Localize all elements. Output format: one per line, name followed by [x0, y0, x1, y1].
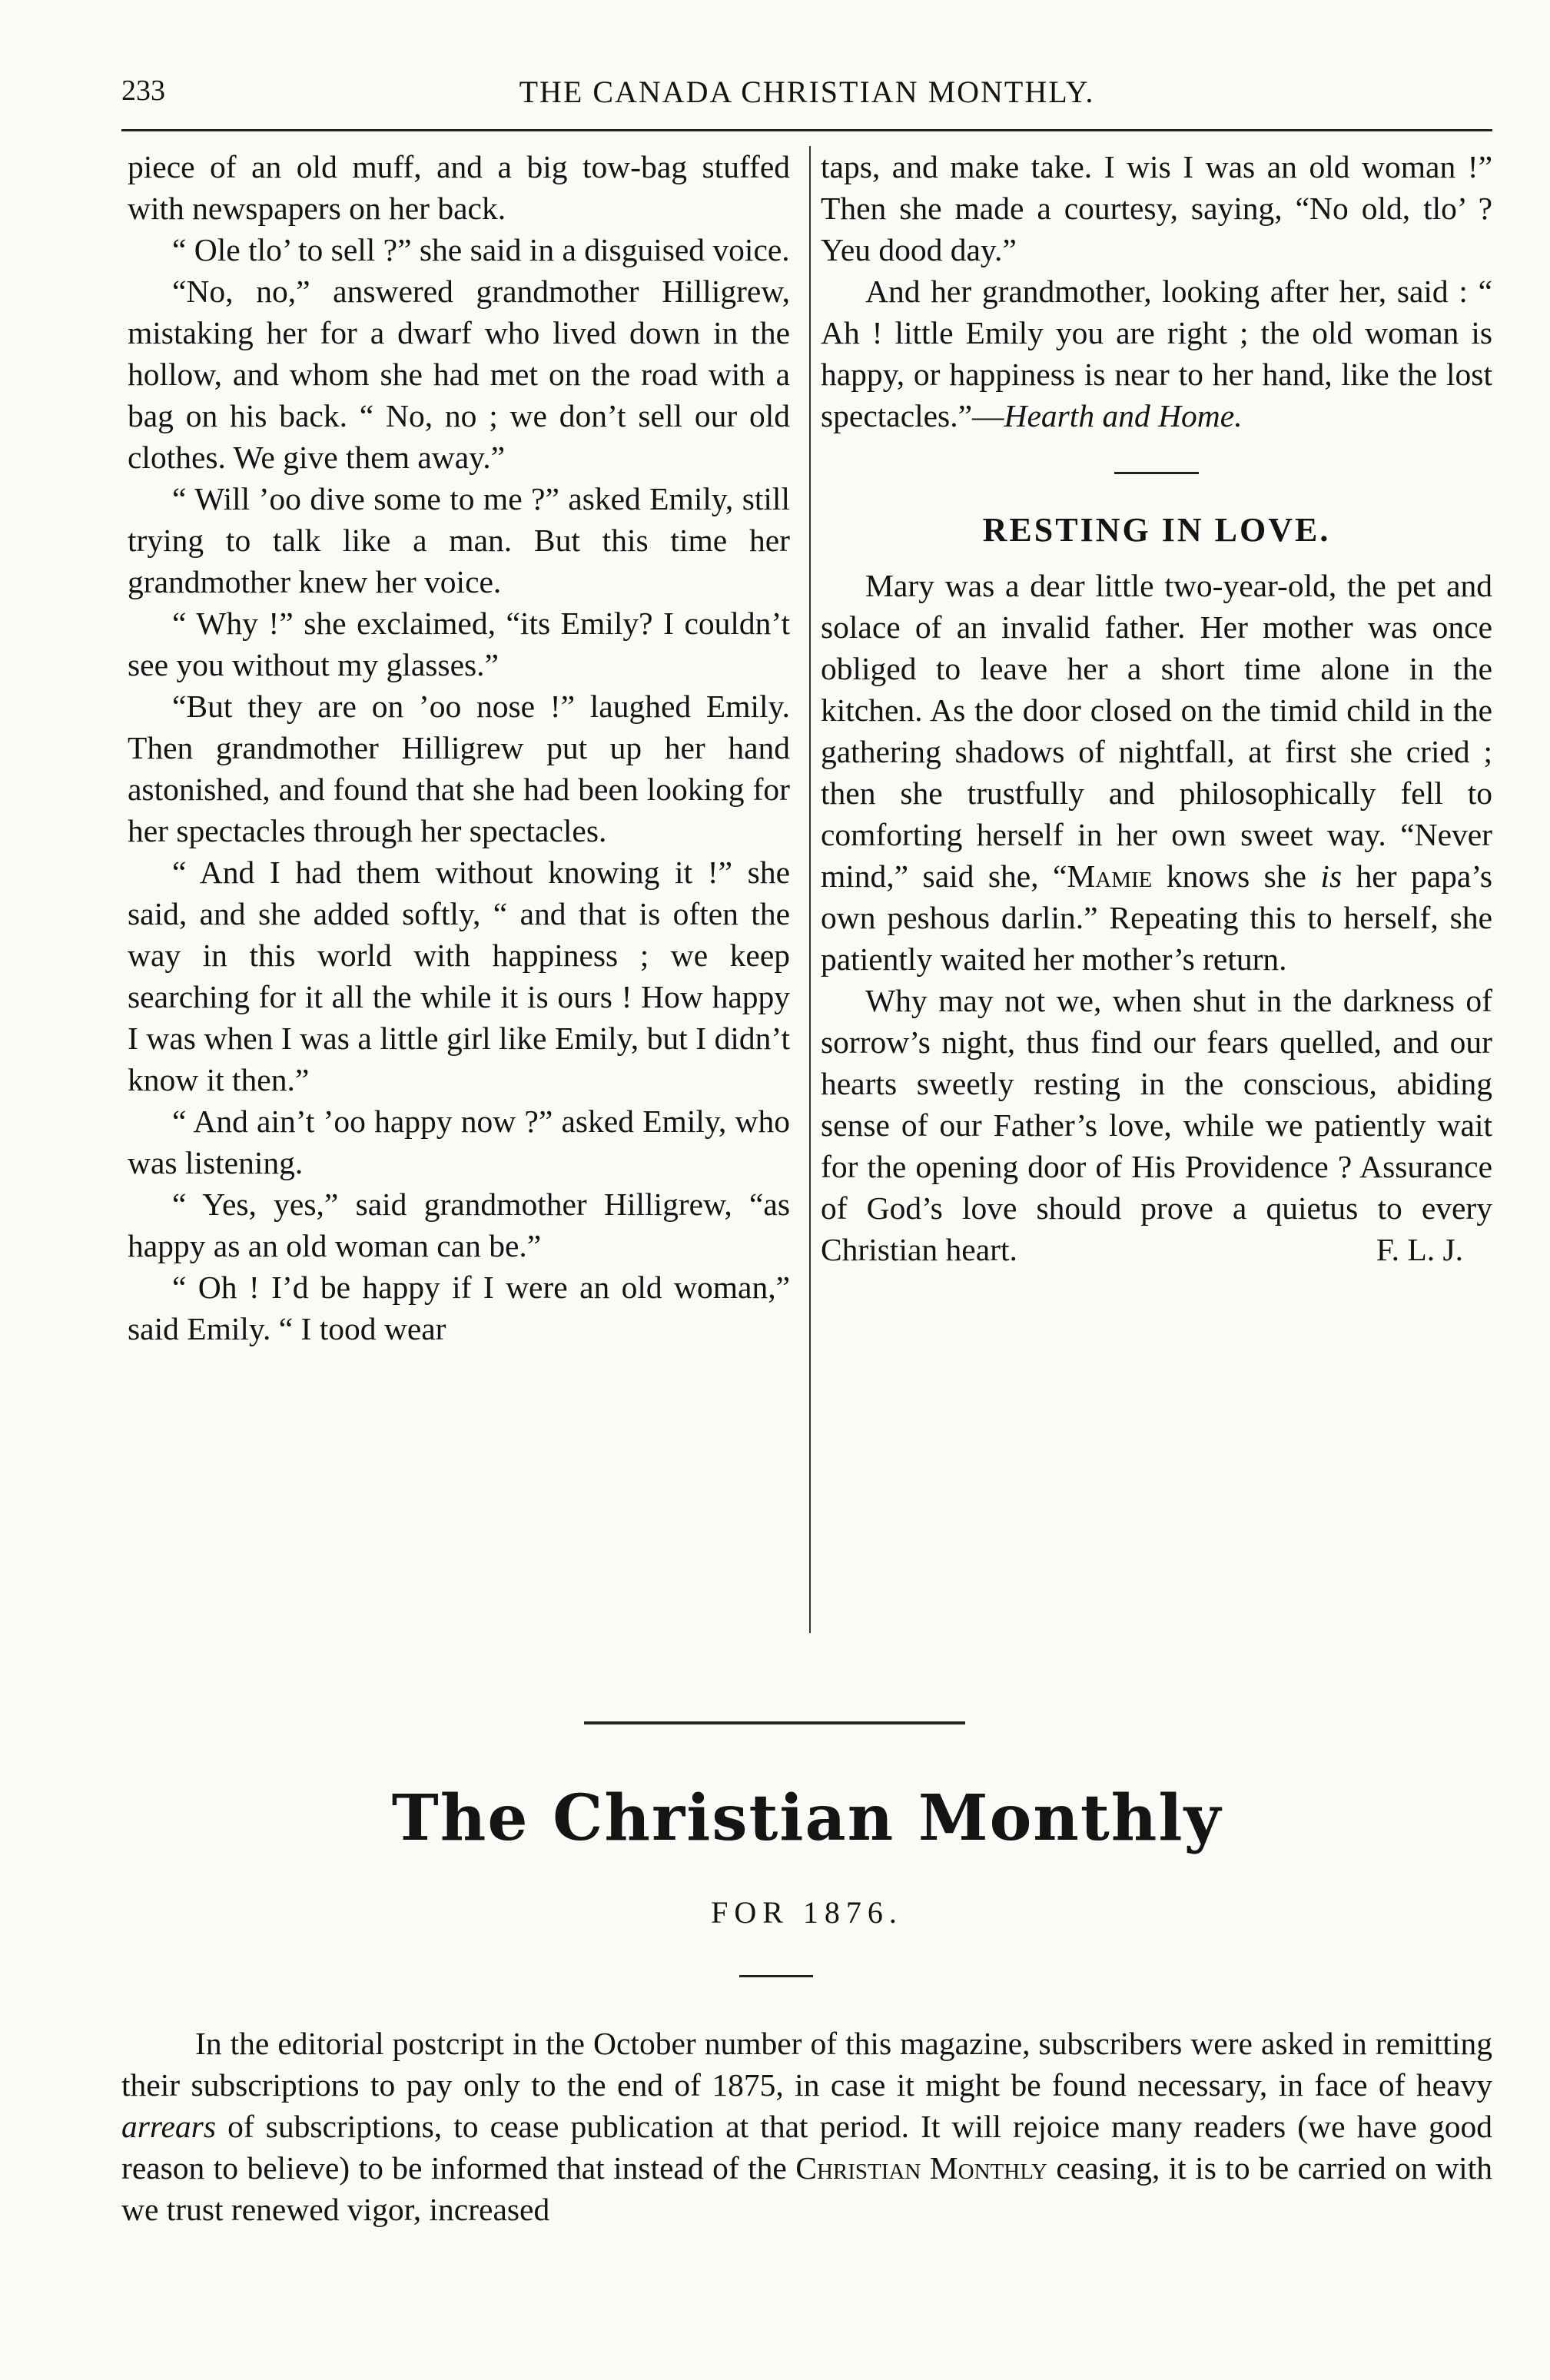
column-rule	[809, 146, 811, 1633]
paragraph	[121, 2023, 1492, 2230]
paragraph: “ Ole tlo’ to sell ?” she said in a disguised voice.	[172, 232, 790, 267]
section-divider	[1114, 472, 1199, 474]
subtitle-rule	[739, 1975, 813, 1977]
running-title: THE CANADA CHRISTIAN MONTHLY.	[519, 75, 1095, 109]
paragraph-text: Mary was a dear little two-year-old, the pet and solace of an invalid father. Her mother was once obliged to leave her a short time alone in the kitchen. As the door closed on the timid child in the gathering shadows of nightfall, at first she cried ; then she trustfully and philosophically fell to comforting herself in her own sweet way. “Never mind,” said she, “	[821, 568, 1492, 894]
left-column	[128, 146, 790, 1349]
magazine-name: Christian Monthly	[795, 2150, 1047, 2186]
paragraph: “ Yes, yes,” said grandmother Hilligrew, “as happy as an old woman can be.”	[128, 1187, 790, 1263]
paragraph-text: And her grandmother, looking after her, said : “ Ah ! little Emily you are right ; the old woman is happy, or happiness is near to her hand, like the lost spectacles.”—	[821, 274, 1492, 433]
paragraph	[821, 565, 1492, 980]
author-signature: F. L. J.	[1376, 1232, 1463, 1267]
editorial-notice	[121, 2023, 1492, 2230]
paragraph: “ Oh ! I’d be happy if I were an old woman,” said Emily. “ I tood wear	[128, 1270, 790, 1346]
masthead-subtitle: FOR 1876.	[711, 1895, 903, 1930]
paragraph: “ And ain’t ’oo happy now ?” asked Emily, who was listening.	[128, 1104, 790, 1180]
paragraph-text: of subscriptions, to cease publication at that period. It will rejoice many readers (we have good reason to believe) to be informed that instead of the	[121, 2109, 1492, 2186]
section-rule	[584, 1721, 965, 1724]
paragraph: piece of an old muff, and a big tow-bag stuffed with newspapers on her back.	[128, 149, 790, 226]
paragraph: “ Will ’oo dive some to me ?” asked Emily, still trying to talk like a man. But this time her grandmother knew her voice.	[128, 481, 790, 599]
paragraph-text: ceasing, it is to be carried on with we trust renewed vigor, increased	[121, 2150, 1492, 2227]
emphasis: arrears	[121, 2109, 216, 2144]
header-rule	[121, 129, 1492, 131]
running-head	[121, 74, 1492, 120]
page-number: 233	[121, 75, 165, 107]
paragraph-text: Why may not we, when shut in the darkness of sorrow’s night, thus find our fears quelled, and our hearts sweetly resting in the conscious, abiding sense of our Father’s love, while we patiently wait for the opening door of His Providence ? Assurance of God’s love should prove a quietus to every Christian heart.	[821, 983, 1492, 1267]
paragraph	[821, 980, 1492, 1270]
paragraph	[821, 271, 1492, 436]
paragraph: “But they are on ’oo nose !” laughed Emily. Then grandmother Hilligrew put up her hand astonished, and found that she had been looking for her spectacles through her spectacles.	[128, 689, 790, 848]
emphasis: is	[1320, 858, 1343, 894]
paragraph: “ And I had them without knowing it !” she said, and she added softly, “ and that is often the way in this world with happiness ; we keep searching for it all the while it is ours ! How happy I was when I was a little girl like Emily, but I didn’t know it then.”	[128, 855, 790, 1097]
masthead-title: The Christian Monthly	[391, 1781, 1223, 1855]
paragraph-text: In the editorial postcript in the October number of this magazine, subscribers were asked in remitting their subscriptions to pay only to the end of 1875, in case it might be found necessary, in face of heavy	[121, 2026, 1492, 2103]
source-citation: Hearth and Home.	[1004, 398, 1243, 433]
paragraph-text: her papa’s own peshous darlin.” Repeating this to herself, she patiently waited her mother’s return.	[821, 858, 1492, 977]
paragraph-text: knows she	[1152, 858, 1321, 894]
right-column	[821, 146, 1492, 1270]
name-small-caps: Mamie	[1067, 858, 1153, 894]
paragraph: “No, no,” answered grandmother Hilligrew, mistaking her for a dwarf who lived down in the hollow, and whom she had met on the road with a bag on his back. “ No, no ; we don’t sell our old clothes. We give them away.”	[128, 274, 790, 475]
article-heading: RESTING IN LOVE.	[982, 511, 1331, 549]
paragraph: taps, and make take. I wis I was an old woman !” Then she made a courtesy, saying, “No old, tlo’ ? Yeu dood day.”	[821, 149, 1492, 267]
paragraph: “ Why !” she exclaimed, “its Emily? I couldn’t see you without my glasses.”	[128, 606, 790, 682]
